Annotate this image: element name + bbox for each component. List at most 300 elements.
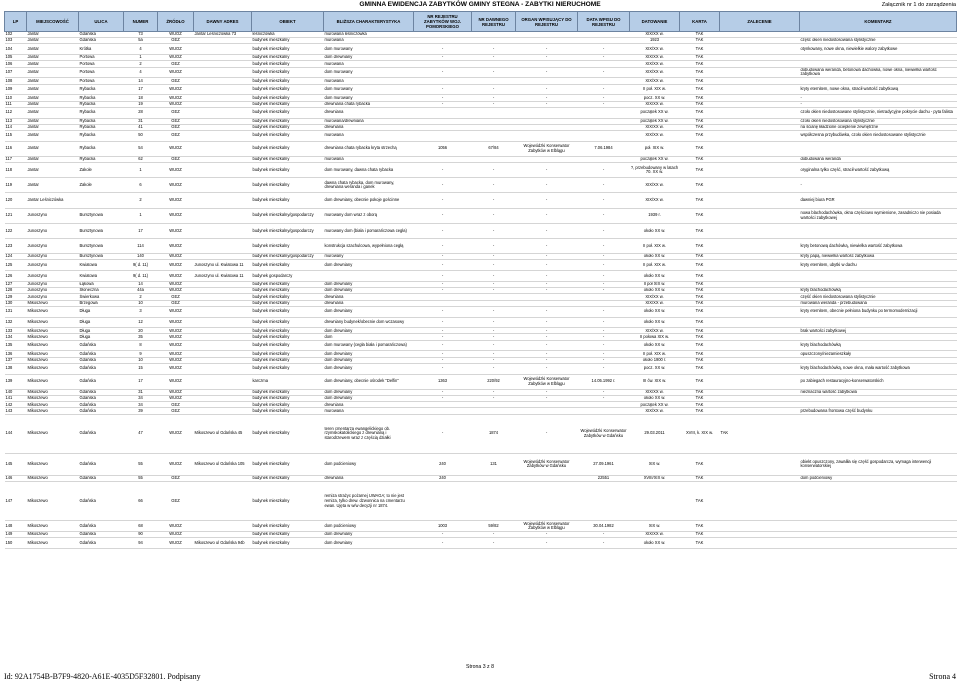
table-cell	[194, 317, 252, 328]
table-cell: GEZ	[158, 107, 194, 118]
table-cell: początek XX w.	[630, 118, 680, 124]
table-row	[5, 107, 957, 118]
table-cell	[720, 363, 800, 374]
table-cell: Gdańska	[79, 532, 124, 538]
table-cell: II poł. XIX w.	[630, 238, 680, 253]
table-cell: ?, przebudowany w latach 70. XX w.	[630, 163, 680, 178]
table-cell	[194, 107, 252, 118]
table-cell: 106	[5, 61, 27, 67]
table-cell: Mikoszewo	[27, 328, 79, 334]
table-cell: -	[516, 84, 578, 95]
table-cell: 123	[5, 238, 27, 253]
table-cell: -	[578, 67, 630, 78]
table-cell: 17	[124, 84, 158, 95]
table-cell: Długa	[79, 328, 124, 334]
table-cell: 39	[124, 408, 158, 414]
table-cell	[720, 163, 800, 178]
table-cell: początek XX w.	[630, 402, 680, 408]
table-cell: TAK	[680, 84, 720, 95]
table-cell: 7.06.1984	[578, 141, 630, 156]
table-cell: Mikoszewo	[27, 476, 79, 482]
table-cell: -	[578, 340, 630, 351]
table-cell: II poł. XIX w.	[630, 260, 680, 271]
table-cell: 15	[124, 363, 158, 374]
table-cell: Jantar	[27, 61, 79, 67]
table-cell: Junoszyno ul. Kwiatowa 11	[194, 271, 252, 282]
table-cell: WUOZ	[158, 357, 194, 363]
table-cell: 115	[5, 130, 27, 141]
table-cell: TAK	[680, 396, 720, 402]
table-cell: budynek mieszkalny	[252, 67, 324, 78]
table-cell: Jantar	[27, 124, 79, 130]
table-cell: dom murowany, dawna chata rybacka	[324, 163, 414, 178]
table-cell: -	[472, 317, 516, 328]
table-cell: teren cmentarza ewangelickiego ob. rzymskokatolickiego z drewnianą i starodrzewem wraz z częścią działki	[324, 414, 414, 453]
table-cell: WUOZ	[158, 163, 194, 178]
table-cell: dom drewniany	[324, 532, 414, 538]
table-cell: murowana weranda - przebudowana	[800, 300, 957, 306]
table-cell: 1	[124, 55, 158, 61]
table-cell: Jantar	[27, 101, 79, 107]
table-cell: Gdańska	[79, 389, 124, 395]
table-cell: budynek mieszkalny	[252, 101, 324, 107]
table-cell: kryty eternitem, ubytki w dachu	[800, 260, 957, 271]
table-cell: 145	[5, 453, 27, 476]
table-cell: Junoszyno	[27, 223, 79, 238]
table-cell: Bursztynowa	[79, 254, 124, 260]
table-cell	[578, 130, 630, 141]
table-cell: -	[578, 281, 630, 287]
table-cell: Wojewódzki Konserwator Zabytków w Elblągu	[516, 374, 578, 389]
table-cell: Jantar	[27, 32, 79, 38]
table-cell: budynek mieszkalny	[252, 521, 324, 532]
table-cell: Gdańska	[79, 357, 124, 363]
table-cell	[324, 271, 414, 282]
table-cell: -	[578, 351, 630, 357]
table-cell: -	[578, 193, 630, 208]
table-cell: TAK	[680, 317, 720, 328]
table-cell: WUOZ	[158, 101, 194, 107]
table-cell: -	[578, 260, 630, 271]
column-header: NR REJESTRU ZABYTKÓW WOJ. POMORSKIEGO	[414, 12, 472, 32]
table-cell: XIX/XX w.	[630, 300, 680, 306]
table-cell: Zakole	[79, 163, 124, 178]
table-cell: WUOZ	[158, 521, 194, 532]
table-cell: -	[516, 414, 578, 453]
table-cell: -	[414, 538, 472, 549]
table-cell	[194, 223, 252, 238]
table-cell: Długa	[79, 334, 124, 340]
table-cell: TAK	[680, 453, 720, 476]
table-cell: TAK	[720, 414, 800, 453]
table-cell: TAK	[680, 271, 720, 282]
table-cell: Portowa	[79, 67, 124, 78]
table-cell: -	[516, 357, 578, 363]
table-cell: Mikoszewo	[27, 396, 79, 402]
table-cell: -	[516, 351, 578, 357]
table-cell	[720, 67, 800, 78]
table-cell: -	[472, 95, 516, 101]
table-cell: współczesna przybudówka, czoło okien niedostosowane stylistycznie	[800, 130, 957, 141]
column-header: NR DAWNEGO REJESTRU	[472, 12, 516, 32]
table-row	[5, 193, 957, 208]
table-cell: -	[578, 363, 630, 374]
table-cell: Jantar	[27, 44, 79, 55]
table-cell: -	[516, 55, 578, 61]
table-cell: TAK	[680, 482, 720, 521]
table-cell: 50	[124, 130, 158, 141]
table-cell	[720, 340, 800, 351]
table-cell	[194, 193, 252, 208]
table-cell: Jantar Leśniczówka 73	[194, 32, 252, 38]
table-cell: GEZ	[158, 156, 194, 162]
table-cell: II poł. XIX w.	[630, 84, 680, 95]
table-cell: Jantar	[27, 107, 79, 118]
table-cell: Junoszyno	[27, 294, 79, 300]
table-cell: budynek mieszkalny	[252, 300, 324, 306]
table-cell: -	[516, 363, 578, 374]
table-cell: WUOZ	[158, 334, 194, 340]
table-cell: około XX w.	[630, 306, 680, 317]
table-cell: Gdańska	[79, 32, 124, 38]
table-cell	[516, 130, 578, 141]
table-cell: 27.09.1961	[578, 453, 630, 476]
table-cell: dawniej biura PGR	[800, 193, 957, 208]
table-cell: -	[800, 101, 957, 107]
table-cell: kryty eternitem, obecnie pełniona budynku po termomodernizacji	[800, 306, 957, 317]
table-row	[5, 538, 957, 549]
table-cell: dom	[324, 334, 414, 340]
table-cell: WUOZ	[158, 453, 194, 476]
table-cell: 147	[5, 482, 27, 521]
table-cell: WUOZ	[158, 254, 194, 260]
table-cell: Słoneczna	[79, 288, 124, 294]
table-cell: -	[414, 163, 472, 178]
table-cell	[800, 521, 957, 532]
table-cell: TAK	[680, 78, 720, 84]
table-cell: 138	[5, 363, 27, 374]
table-cell	[414, 130, 472, 141]
table-cell: -	[516, 101, 578, 107]
table-cell: 113	[5, 118, 27, 124]
table-cell: -	[414, 178, 472, 193]
table-cell: -	[472, 396, 516, 402]
table-cell: Jantar	[27, 118, 79, 124]
table-cell: 1939 r.	[630, 208, 680, 223]
table-cell: -	[472, 351, 516, 357]
table-cell: Zakole	[79, 178, 124, 193]
table-cell: TAK	[680, 44, 720, 55]
table-cell: Gdańska	[79, 453, 124, 476]
table-cell: 17	[124, 223, 158, 238]
table-cell: 127	[5, 281, 27, 287]
table-cell: Wojewódzki Konserwator Zabytków w Gdańsku	[516, 453, 578, 476]
table-row	[5, 67, 957, 78]
table-cell: budynek mieszkalny	[252, 328, 324, 334]
table-cell: 20	[124, 328, 158, 334]
table-cell: Rybacka	[79, 124, 124, 130]
table-cell: -	[472, 193, 516, 208]
table-cell: -	[578, 538, 630, 549]
table-cell: dom drewniany	[324, 55, 414, 61]
table-cell: WUOZ	[158, 340, 194, 351]
table-cell: -	[578, 178, 630, 193]
table-cell: Mikoszewo	[27, 374, 79, 389]
table-cell: -	[578, 55, 630, 61]
table-cell: -	[516, 396, 578, 402]
table-cell: Wojewódzki Konserwator Zabytków w Elblągu	[516, 521, 578, 532]
table-cell: WUOZ	[158, 389, 194, 395]
table-cell: Portowa	[79, 61, 124, 67]
table-cell: 14	[124, 78, 158, 84]
table-cell: Gdańska	[79, 363, 124, 374]
table-cell: 62	[124, 156, 158, 162]
table-cell: dom podcieniowy	[800, 476, 957, 482]
table-cell: -	[472, 328, 516, 334]
table-cell: 128	[5, 288, 27, 294]
table-cell	[720, 238, 800, 253]
table-cell: -	[414, 208, 472, 223]
table-cell: Rybacka	[79, 107, 124, 118]
table-cell	[720, 223, 800, 238]
table-cell: budynek mieszkalny	[252, 476, 324, 482]
table-cell: Gdańska	[79, 38, 124, 44]
table-cell: budynek mieszkalny	[252, 124, 324, 130]
table-cell: kryty papą, niewielka wartość zabytkowa	[800, 254, 957, 260]
table-cell: budynek mieszkalny	[252, 95, 324, 101]
table-cell: Długa	[79, 317, 124, 328]
table-row	[5, 178, 957, 193]
table-cell: -	[414, 67, 472, 78]
table-cell: -	[472, 223, 516, 238]
table-cell	[79, 193, 124, 208]
table-cell: dom drewniany	[324, 306, 414, 317]
table-cell: 116	[5, 141, 27, 156]
table-cell: 4	[124, 44, 158, 55]
table-cell: drewniana	[324, 402, 414, 408]
table-cell: dom murowany	[324, 44, 414, 55]
table-cell: 119	[5, 178, 27, 193]
table-cell: TAK	[680, 306, 720, 317]
table-cell: dawna chata rybacka, dom murowany, drewniana weranda i ganek	[324, 178, 414, 193]
table-cell: 31	[124, 118, 158, 124]
document-signature-id: Id: 92A1754B-B7F9-4820-A61E-4035D5F32801. Podpisany	[4, 672, 201, 681]
table-cell: -	[472, 55, 516, 61]
table-cell: czoło okien niedostosowane stylistycznie, nietradycyjne pokrycie dachu - pyta falista	[800, 107, 957, 118]
table-cell: remiza strażyc pożarnej UWAGA; to nie jest remiza, tylko drew. dzwonnica na cmentarzu ewan. Ujęta w w/w decyzji nr 1874.	[324, 482, 414, 521]
table-cell	[578, 107, 630, 118]
table-cell: 66	[124, 482, 158, 521]
table-cell: dobudowana weranda	[800, 156, 957, 162]
table-cell: GEZ	[158, 38, 194, 44]
table-cell: Mikoszewo	[27, 532, 79, 538]
table-cell: II poł XIX w.	[630, 281, 680, 287]
table-cell: GEZ	[158, 402, 194, 408]
table-cell: -	[472, 281, 516, 287]
table-row	[5, 521, 957, 532]
column-header: KOMENTARZ	[800, 12, 957, 32]
table-cell: budynek mieszkalny	[252, 55, 324, 61]
table-cell: TAK	[680, 38, 720, 44]
table-cell: budynek mieszkalny	[252, 306, 324, 317]
table-cell: Gdańska	[79, 402, 124, 408]
table-cell: -	[472, 67, 516, 78]
table-cell: XIX/XX w.	[630, 294, 680, 300]
table-cell: około XX w.	[630, 254, 680, 260]
table-cell: 110	[5, 95, 27, 101]
table-cell: GEZ	[158, 476, 194, 482]
table-cell: WUOZ	[158, 95, 194, 101]
table-cell: TAK	[680, 223, 720, 238]
table-cell	[720, 317, 800, 328]
table-cell: karczma	[252, 374, 324, 389]
table-cell: Gdańska	[79, 408, 124, 414]
table-cell: TAK	[680, 476, 720, 482]
table-cell: 1	[124, 163, 158, 178]
table-cell: około XX w.	[630, 223, 680, 238]
table-cell: dom drewniany	[324, 538, 414, 549]
heritage-register-table	[4, 11, 957, 549]
table-cell: dom drewniany, obecnie ośrodek "Delfin"	[324, 374, 414, 389]
table-cell: 109	[5, 84, 27, 95]
table-cell: -	[516, 95, 578, 101]
table-cell: 117	[5, 156, 27, 162]
table-cell: 41	[124, 124, 158, 130]
table-header	[5, 12, 957, 32]
table-cell: XIX/XX w.	[630, 44, 680, 55]
table-cell: GEZ	[158, 78, 194, 84]
table-cell: Mikoszewo	[27, 363, 79, 374]
table-cell: TAK	[680, 124, 720, 130]
table-cell: budynek mieszkalny	[252, 163, 324, 178]
table-cell	[800, 538, 957, 549]
table-cell	[472, 482, 516, 521]
table-cell: TAK	[680, 389, 720, 395]
table-cell: budynek mieszkalny	[252, 294, 324, 300]
table-cell: 31	[124, 389, 158, 395]
table-cell: murowana	[324, 408, 414, 414]
table-cell: -	[578, 95, 630, 101]
table-cell: TAK	[680, 118, 720, 124]
table-cell: -	[472, 84, 516, 95]
table-cell: murowana leśniczówka	[324, 32, 414, 38]
table-cell: -	[414, 328, 472, 334]
table-cell: Mikoszewo ul Gdańska 94b	[194, 538, 252, 549]
table-cell: część okien niedostosowana stylistycznie	[800, 38, 957, 44]
table-cell: 135	[5, 340, 27, 351]
table-cell: 55	[124, 453, 158, 476]
table-cell: -	[516, 193, 578, 208]
table-cell: Mikoszewo	[27, 351, 79, 357]
table-cell: Junoszyno	[27, 254, 79, 260]
table-cell: budynek mieszkalny/gospodarczy	[252, 223, 324, 238]
table-cell: Rybacka	[79, 84, 124, 95]
column-header: ZALECENIE	[720, 12, 800, 32]
table-cell: dom podcieniowy	[324, 453, 414, 476]
table-cell: WUOZ	[158, 288, 194, 294]
table-cell: 102	[5, 32, 27, 38]
table-cell: 34	[124, 396, 158, 402]
table-cell: -	[414, 306, 472, 317]
table-cell: TAK	[680, 340, 720, 351]
table-cell	[194, 141, 252, 156]
table-cell: budynek mieszkalny	[252, 141, 324, 156]
table-cell	[194, 178, 252, 193]
table-cell: -	[516, 389, 578, 395]
table-cell: Jantar	[27, 38, 79, 44]
table-cell: 140	[124, 254, 158, 260]
table-cell: -	[414, 238, 472, 253]
table-cell: przebudowana frontowa część budynku	[800, 408, 957, 414]
table-cell: Mikoszewo	[27, 317, 79, 328]
table-cell: kryty betonową dachówką, niewielka wartość zabytkowa	[800, 238, 957, 253]
table-cell: dom murowany	[324, 84, 414, 95]
table-cell: budynek mieszkalny	[252, 288, 324, 294]
table-cell: TAK	[680, 288, 720, 294]
table-cell: 112	[5, 107, 27, 118]
table-cell: -	[472, 238, 516, 253]
table-cell: Jantar	[27, 84, 79, 95]
table-cell: 10	[124, 300, 158, 306]
table-cell	[720, 538, 800, 549]
table-cell: konstrukcja szachulcowa, wypełniona cegłą	[324, 238, 414, 253]
table-cell: Rybacka	[79, 101, 124, 107]
table-cell: 124	[5, 254, 27, 260]
column-header: KARTA	[680, 12, 720, 32]
table-cell: 30.04.1982	[578, 521, 630, 532]
table-cell	[720, 193, 800, 208]
table-cell: XIX/XX w.	[630, 193, 680, 208]
table-cell: Jantar	[27, 163, 79, 178]
table-cell: -	[800, 95, 957, 101]
table-cell: XIX/XX w.	[630, 532, 680, 538]
table-cell: 73	[124, 32, 158, 38]
column-header: OBIEKT	[252, 12, 324, 32]
table-cell: II połowa XIX w.	[630, 334, 680, 340]
table-cell: 220/92	[472, 374, 516, 389]
table-cell: -	[414, 95, 472, 101]
table-cell: -	[578, 306, 630, 317]
table-cell: TAK	[680, 521, 720, 532]
table-cell: 121	[5, 208, 27, 223]
table-cell: -	[414, 260, 472, 271]
table-cell: kryty eternitem, nowe okna, stracił wartość zabytkową	[800, 84, 957, 95]
table-cell: Mikoszewo ul Gdańska 105	[194, 453, 252, 476]
table-cell: budynek gospodarczy	[252, 271, 324, 282]
table-cell: TAK	[680, 328, 720, 334]
table-cell: WUOZ	[158, 328, 194, 334]
table-cell: budynek mieszkalny	[252, 84, 324, 95]
table-cell: -	[414, 357, 472, 363]
table-cell	[630, 482, 680, 521]
table-cell: 105	[5, 55, 27, 61]
table-cell: WUOZ	[158, 317, 194, 328]
table-cell: Mikoszewo	[27, 482, 79, 521]
table-cell: Mikoszewo ul Gdańska 45	[194, 414, 252, 453]
table-cell: Rybacka	[79, 156, 124, 162]
table-cell: TAK	[680, 532, 720, 538]
table-cell: drewniana	[324, 476, 414, 482]
table-cell: 1363	[414, 374, 472, 389]
table-cell: obiekt opuszczony, zawaliła się część gospodarcza, wymaga interwencji konserwatorskiej	[800, 453, 957, 476]
table-cell: XIX/XX w.	[630, 130, 680, 141]
table-cell: około XX w.	[630, 288, 680, 294]
table-cell: nieznaczna wartość zabytkowa	[800, 389, 957, 395]
table-cell: budynek mieszkalny	[252, 38, 324, 44]
table-cell: 2	[124, 61, 158, 67]
table-cell: -	[472, 44, 516, 55]
table-cell: -	[578, 271, 630, 282]
